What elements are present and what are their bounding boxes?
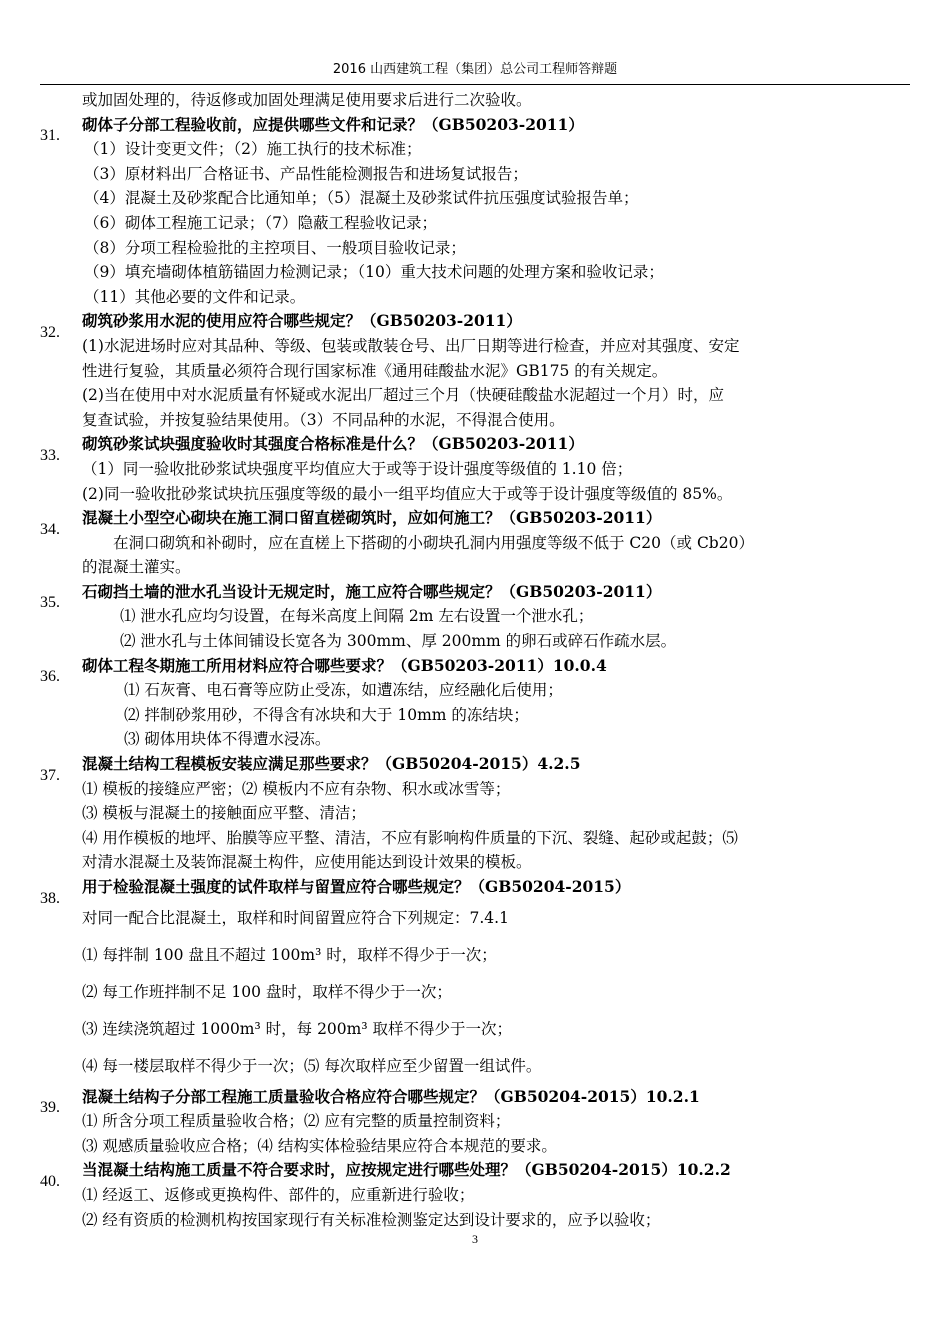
answer-line: ⑵ 拌制砂浆用砂，不得含有冰块和大于 10mm 的冻结块； bbox=[124, 705, 529, 724]
answer-line: 对同一配合比混凝土，取样和时间留置应符合下列规定：7.4.1 bbox=[82, 908, 509, 927]
answer-line: ⑶ 模板与混凝土的接触面应平整、清洁； bbox=[82, 804, 366, 823]
answer-line: ⑴ 模板的接缝应严密；⑵ 模板内不应有杂物、积水或冰雪等； bbox=[82, 779, 511, 798]
answer-line: ⑴ 经返工、返修或更换构件、部件的，应重新进行验收； bbox=[82, 1185, 475, 1204]
answer-line: (1)水泥进场时应对其品种、等级、包装或散装仓号、出厂日期等进行检查，并应对其强度、安定 bbox=[82, 336, 740, 355]
continuation-text: 或加固处理的，待返修或加固处理满足使用要求后进行二次验收。 bbox=[82, 91, 532, 109]
question-title: 混凝土小型空心砌块在施工洞口留直槎砌筑时，应如何施工？（GB50203-2011） bbox=[82, 508, 662, 528]
answer-line: （1）同一验收批砂浆试块强度平均值应大于或等于设计强度等级值的 1.10 倍； bbox=[82, 459, 633, 478]
question-title: 当混凝土结构施工质量不符合要求时，应按规定进行哪些处理？（GB50204-2015）10.2.2 bbox=[82, 1160, 731, 1180]
question-title: 砌筑砂浆用水泥的使用应符合哪些规定？（GB50203-2011） bbox=[82, 311, 522, 331]
answer-line: （11）其他必要的文件和记录。 bbox=[84, 287, 306, 306]
question-32 bbox=[40, 309, 935, 341]
answer-line: ⑵ 每工作班拌制不足 100 盘时，取样不得少于一次； bbox=[82, 982, 452, 1001]
question-number: 34. bbox=[40, 520, 60, 538]
question-title: 砌筑砂浆试块强度验收时其强度合格标准是什么？（GB50203-2011） bbox=[82, 434, 584, 454]
question-title: 混凝土结构工程模板安装应满足那些要求？（GB50204-2015）4.2.5 bbox=[82, 754, 581, 774]
question-title: 石砌挡土墙的泄水孔当设计无规定时，施工应符合哪些规定？（GB50203-2011） bbox=[82, 581, 662, 601]
question-37 bbox=[40, 752, 935, 784]
answer-line: (2)当在使用中对水泥质量有怀疑或水泥出厂超过三个月（快硬硅酸盐水泥超过一个月）时，应 bbox=[82, 386, 724, 405]
question-title: 砌体子分部工程验收前，应提供哪些文件和记录？（GB50203-2011） bbox=[82, 114, 584, 134]
question-34 bbox=[40, 506, 935, 538]
question-number: 33. bbox=[40, 446, 60, 464]
page-number: 3 bbox=[472, 1232, 478, 1246]
answer-line: ⑴ 泄水孔应均匀设置，在每米高度上间隔 2m 左右设置一个泄水孔； bbox=[120, 607, 594, 626]
answer-line: (2)同一验收批砂浆试块抗压强度等级的最小一组平均值应大于或等于设计强度等级值的 85%。 bbox=[82, 484, 733, 503]
question-40 bbox=[40, 1158, 935, 1190]
answer-line: ⑶ 砌体用块体不得遭水浸冻。 bbox=[124, 730, 331, 749]
answer-line: ⑴ 石灰膏、电石膏等应防止受冻，如遭冻结，应经融化后使用； bbox=[124, 681, 563, 700]
question-number: 38. bbox=[40, 889, 60, 907]
answer-line: 在洞口砌筑和补砌时，应在直槎上下搭砌的小砌块孔洞内用强度等级不低于 C20（或 Cb20） bbox=[82, 533, 754, 552]
answer-line: 性进行复验，其质量必须符合现行国家标准《通用硅酸盐水泥》GB175 的有关规定。 bbox=[82, 361, 668, 380]
answer-line: （9）填充墙砌体植筋锚固力检测记录；（10）重大技术问题的处理方案和验收记录； bbox=[84, 263, 664, 282]
answer-line: （3）原材料出厂合格证书、产品性能检测报告和进场复试报告； bbox=[84, 164, 528, 183]
answer-line: 复查试验，并按复验结果使用。（3）不同品种的水泥，不得混合使用。 bbox=[82, 410, 565, 429]
question-38 bbox=[40, 875, 935, 907]
answer-line: ⑷ 每一楼层取样不得少于一次；⑸ 每次取样应至少留置一组试件。 bbox=[82, 1056, 542, 1075]
page-header: 2016 山西建筑工程（集团）总公司工程师答辩题 bbox=[332, 62, 618, 77]
answer-line: ⑴ 所含分项工程质量验收合格；⑵ 应有完整的质量控制资料； bbox=[82, 1112, 511, 1131]
question-number: 31. bbox=[40, 127, 60, 145]
question-31 bbox=[40, 113, 935, 145]
answer-line: （6）砌体工程施工记录；（7）隐蔽工程验收记录； bbox=[84, 213, 437, 232]
question-number: 40. bbox=[40, 1172, 60, 1190]
answer-line: （1）设计变更文件；（2）施工执行的技术标准； bbox=[84, 140, 422, 159]
answer-line: ⑵ 泄水孔与土体间铺设长宽各为 300mm、厚 200mm 的卵石或碎石作疏水层。 bbox=[120, 632, 677, 651]
answer-line: ⑷ 用作模板的地坪、胎膜等应平整、清洁，不应有影响构件质量的下沉、裂缝、起砂或起鼓；⑸ bbox=[82, 828, 738, 847]
document-body bbox=[40, 88, 935, 1232]
question-33 bbox=[40, 432, 935, 464]
question-number: 32. bbox=[40, 323, 60, 341]
question-title: 用于检验混凝土强度的试件取样与留置应符合哪些规定？（GB50204-2015） bbox=[82, 877, 631, 896]
answer-line: 的混凝土灌实。 bbox=[82, 558, 191, 577]
question-39 bbox=[40, 1085, 935, 1117]
question-36 bbox=[40, 654, 935, 686]
answer-line: （4）混凝土及砂浆配合比通知单；（5）混凝土及砂浆试件抗压强度试验报告单； bbox=[84, 189, 639, 208]
answer-line: ⑶ 观感质量验收应合格；⑷ 结构实体检验结果应符合本规范的要求。 bbox=[82, 1136, 557, 1155]
header-rule bbox=[40, 84, 910, 85]
question-number: 36. bbox=[40, 668, 60, 686]
answer-line: ⑶ 连续浇筑超过 1000m³ 时，每 200m³ 取样不得少于一次； bbox=[82, 1019, 512, 1038]
question-number: 39. bbox=[40, 1099, 60, 1117]
answer-line: 对清水混凝土及装饰混凝土构件，应使用能达到设计效果的模板。 bbox=[82, 853, 532, 872]
answer-line: ⑴ 每拌制 100 盘且不超过 100m³ 时，取样不得少于一次； bbox=[82, 945, 497, 964]
question-number: 35. bbox=[40, 594, 60, 612]
question-35 bbox=[40, 580, 935, 612]
answer-line: ⑵ 经有资质的检测机构按国家现行有关标准检测鉴定达到设计要求的，应予以验收； bbox=[82, 1210, 661, 1229]
question-title: 混凝土结构子分部工程施工质量验收合格应符合哪些规定？（GB50204-2015）10.2.1 bbox=[82, 1086, 700, 1106]
question-number: 37. bbox=[40, 766, 60, 784]
answer-line: （8）分项工程检验批的主控项目、一般项目验收记录； bbox=[84, 238, 466, 257]
question-title: 砌体工程冬期施工所用材料应符合哪些要求？（GB50203-2011）10.0.4 bbox=[82, 655, 607, 675]
